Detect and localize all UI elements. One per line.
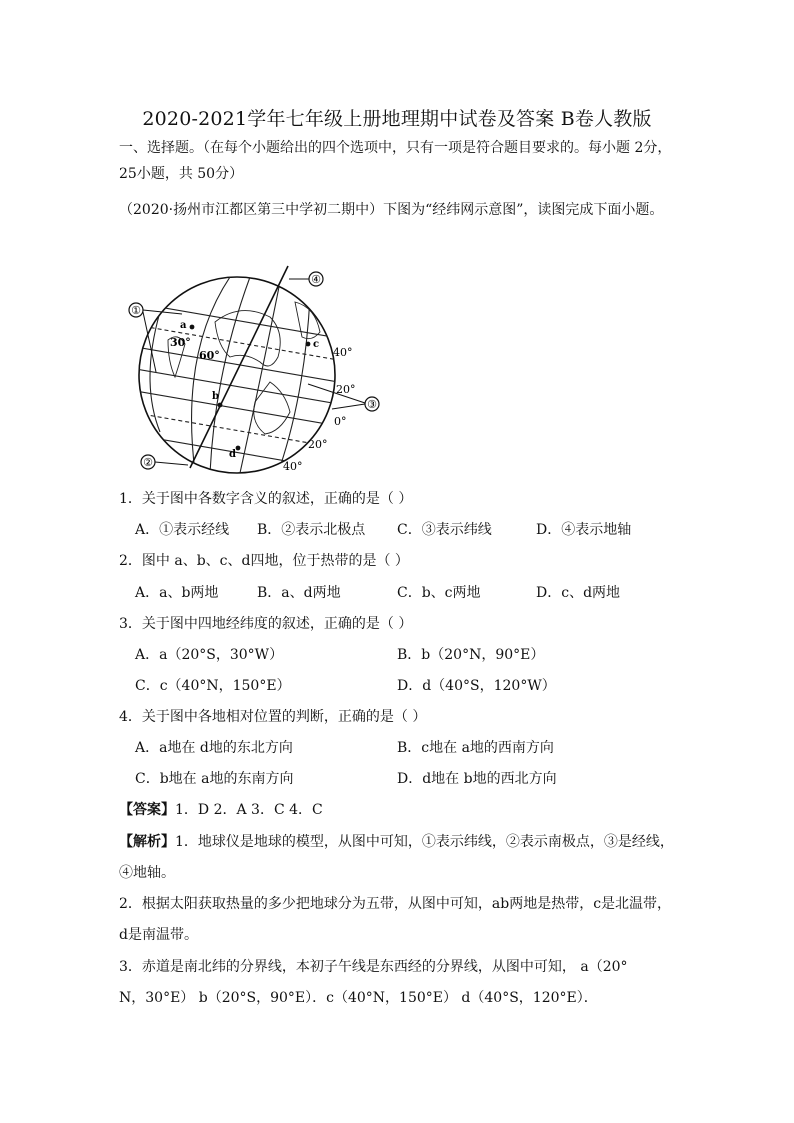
question-2-option-c: C．b、c两地	[397, 585, 481, 601]
question-4-option-c: C．b地在 a地的东南方向	[135, 771, 294, 787]
question-1-stem: 1．关于图中各数字含义的叙述，正确的是（ ）	[119, 491, 413, 507]
point-c	[306, 342, 311, 347]
question-2-option-d: D．c、d两地	[536, 585, 621, 601]
graticule-globe-figure	[120, 262, 390, 477]
question-intro: （2020·扬州市江都区第三中学初二期中）下图为“经纬网示意图”，读图完成下面小题。	[119, 202, 664, 218]
analysis-label: 【解析】	[119, 834, 175, 850]
answer-line	[119, 800, 323, 820]
question-4-option-b: B．c地在 a地的西南方向	[397, 740, 554, 756]
label-60-degrees: 60°	[199, 349, 220, 362]
label-lat-40s: 40°	[283, 460, 303, 473]
point-a	[190, 325, 195, 330]
point-b	[218, 403, 223, 408]
question-2-stem: 2．图中 a、b、c、d四地，位于热带的是（ ）	[119, 553, 409, 569]
answer-text: 1．D 2．A 3．C 4．C	[175, 802, 323, 818]
question-2-option-b: B．a、d两地	[257, 585, 341, 601]
analysis-line-3: 2．根据太阳获取热量的多少把地球分为五带，从图中可知，ab两地是热带，c是北温带，	[119, 896, 672, 912]
label-3: ③	[367, 398, 377, 411]
page-title: 2020-2021学年七年级上册地理期中试卷及答案 B卷人教版	[142, 108, 652, 130]
label-lat-20s: 20°	[308, 438, 328, 451]
question-3-option-c: C．c（40°N，150°E）	[135, 678, 291, 694]
section-header-line2: 25小题，共 50分）	[119, 166, 244, 182]
label-4: ④	[311, 273, 321, 286]
meridian-line-2	[210, 277, 250, 473]
meridian-line-4	[280, 297, 310, 467]
label-lat-40n: 40°	[333, 346, 353, 359]
label-lat-0: 0°	[334, 415, 347, 428]
point-d	[236, 446, 241, 451]
point-d-label: d	[229, 449, 236, 460]
question-1-option-b: B．②表示北极点	[257, 522, 366, 538]
question-2-option-a: A．a、b两地	[135, 585, 219, 601]
earth-axis	[190, 266, 288, 468]
question-1-option-c: C．③表示纬线	[397, 522, 492, 538]
analysis-text-1: 1．地球仪是地球的模型，从图中可知，①表示纬线，②表示南极点，③是经线，	[175, 834, 674, 850]
analysis-line-1	[119, 832, 674, 852]
question-3-option-d: D．d（40°S，120°W）	[397, 678, 556, 694]
question-1-option-d: D．④表示地轴	[536, 522, 632, 538]
question-3-option-a: A．a（20°S，30°W）	[135, 647, 284, 663]
question-3-option-b: B．b（20°N，90°E）	[397, 647, 545, 663]
question-3-stem: 3．关于图中四地经纬度的叙述，正确的是（ ）	[119, 616, 413, 632]
meridian-line-1	[192, 277, 230, 472]
question-1-option-a: A．①表示经线	[135, 522, 230, 538]
analysis-line-4: d是南温带。	[119, 927, 198, 943]
analysis-line-5: 3．赤道是南北纬的分界线，本初子午线是东西经的分界线，从图中可知， a（20°	[119, 959, 628, 975]
analysis-line-2: ④地轴。	[119, 865, 175, 881]
label-30-degrees: 30°	[170, 336, 191, 349]
analysis-line-6: N，30°E） b（20°S，90°E）．c（40°N，150°E） d（40°S，120°E）．	[119, 990, 598, 1006]
latitude-line-20s	[130, 390, 350, 428]
section-header-line1: 一、选择题。（在每个小题给出的四个选项中，只有一项是符合题目要求的。每小题 2分，	[119, 140, 672, 156]
point-b-label: b	[212, 391, 219, 402]
question-4-stem: 4．关于图中各地相对位置的判断，正确的是（ ）	[119, 709, 427, 725]
point-c-label: c	[313, 339, 320, 350]
point-a-label: a	[180, 320, 187, 331]
question-4-option-a: A．a地在 d地的东北方向	[135, 740, 293, 756]
answer-label: 【答案】	[119, 802, 175, 818]
label-1: ①	[131, 304, 141, 317]
label-lat-20n: 20°	[336, 383, 356, 396]
label-2: ②	[143, 456, 153, 469]
question-4-option-d: D．d地在 b地的西北方向	[397, 771, 557, 787]
